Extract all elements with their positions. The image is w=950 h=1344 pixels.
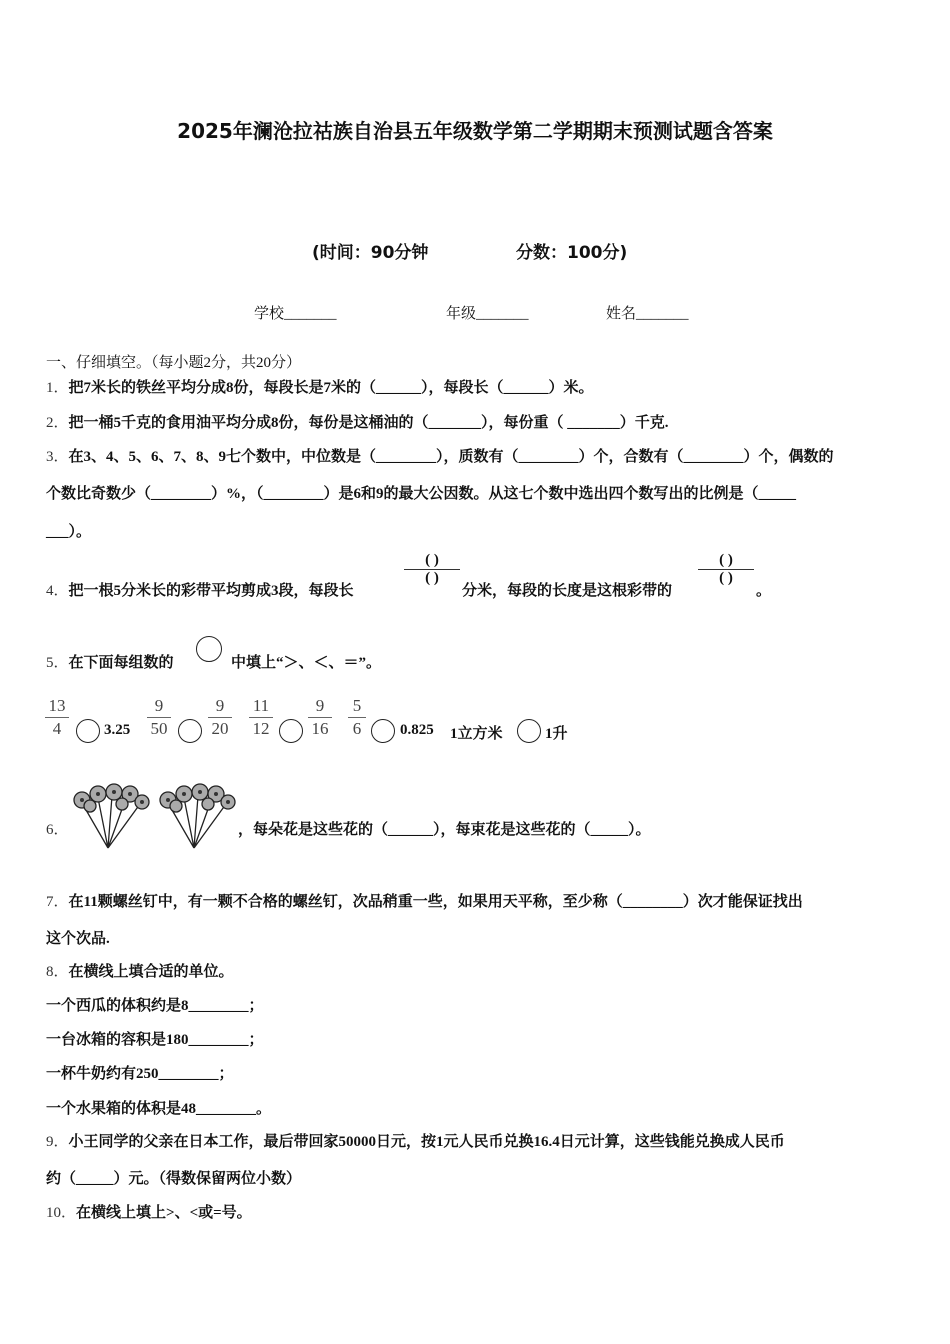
question-number: 5． <box>46 655 69 671</box>
question-10 <box>46 1201 252 1222</box>
question-4 <box>46 579 354 600</box>
question-text: 在11颗螺丝钉中，有一颗不合格的螺丝钉，次品稍重一些，如果用天平称，至少称（________）次才能保证找出 <box>68 894 803 910</box>
question-text: 在3、4、5、6、7、8、9七个数中，中位数是（________），质数有（________）个，合数有（________）个，偶数的 <box>68 449 834 465</box>
name-field: 姓名_______ <box>606 306 689 322</box>
fraction-denominator: ( ) <box>425 570 439 586</box>
blank-fraction <box>698 552 754 587</box>
fraction-denominator: 12 <box>252 719 270 738</box>
fraction-numerator: 11 <box>252 696 270 715</box>
fraction-numerator: 13 <box>48 696 66 715</box>
question-7-line2: 这个次品. <box>46 931 110 947</box>
question-1 <box>46 376 594 397</box>
question-number: 9． <box>46 1134 69 1150</box>
fraction-numerator: 9 <box>215 696 225 715</box>
question-text: 在下面每组数的 <box>68 655 174 671</box>
flower-bouquets-image <box>68 778 238 850</box>
exam-time: (时间：90分钟 <box>312 243 429 263</box>
question-number: 7． <box>46 894 69 910</box>
question-3-line3: ___）。 <box>46 524 92 540</box>
compare-circle[interactable] <box>76 719 100 743</box>
question-8-item: 一个西瓜的体积约是8________； <box>46 998 264 1014</box>
unit-right: 1升 <box>545 726 568 742</box>
question-8-item: 一台冰箱的容积是180________； <box>46 1032 264 1048</box>
question-9-line2: 约（_____）元。（得数保留两位小数） <box>46 1171 302 1187</box>
circle-icon <box>196 636 222 662</box>
question-4-end: 。 <box>756 583 772 599</box>
compare-value: 3.25 <box>104 722 131 738</box>
fraction-denominator: ( ) <box>719 570 733 586</box>
compare-circle[interactable] <box>178 719 202 743</box>
school-field: 学校_______ <box>254 306 337 322</box>
question-number: 3． <box>46 449 69 465</box>
fraction <box>147 696 171 739</box>
fraction-numerator: ( ) <box>719 552 733 568</box>
fraction-numerator: 9 <box>315 696 325 715</box>
fraction <box>208 696 232 739</box>
compare-circle[interactable] <box>279 719 303 743</box>
question-number: 10． <box>46 1205 77 1221</box>
question-8-item: 一个水果箱的体积是48________。 <box>46 1101 272 1117</box>
question-9 <box>46 1130 785 1151</box>
fraction <box>249 696 273 739</box>
question-text: 把一桶5千克的食用油平均分成8份，每份是这桶油的（_______），每份重（ _______）千克. <box>68 415 669 431</box>
question-8 <box>46 960 234 981</box>
page-title: 2025年澜沧拉祜族自治县五年级数学第二学期期末预测试题含答案 <box>177 119 773 143</box>
question-5-end: 中填上“＞、＜、＝”。 <box>231 655 382 671</box>
question-7 <box>46 890 803 911</box>
unit-left: 1立方米 <box>450 726 503 742</box>
fraction-bar <box>147 717 171 718</box>
fraction-bar <box>249 717 273 718</box>
fraction <box>45 696 69 739</box>
fraction-denominator: 4 <box>52 719 62 738</box>
compare-circle[interactable] <box>517 719 541 743</box>
fraction-numerator: 9 <box>154 696 164 715</box>
question-number: 4． <box>46 583 69 599</box>
compare-value: 0.825 <box>400 722 434 738</box>
compare-circle[interactable] <box>371 719 395 743</box>
question-number: 2． <box>46 415 69 431</box>
fraction <box>308 696 332 739</box>
blank-fraction <box>404 552 460 587</box>
fraction-denominator: 16 <box>311 719 329 738</box>
fraction-denominator: 20 <box>211 719 229 738</box>
question-4-middle: 分米，每段的长度是这根彩带的 <box>462 583 673 599</box>
question-text: 把7米长的铁丝平均分成8份，每段长是7米的（______），每段长（______）米。 <box>68 380 594 396</box>
question-8-item: 一杯牛奶约有250________； <box>46 1066 234 1082</box>
question-3-line2: 个数比奇数少（________）%，（________）是6和9的最大公因数。从这七个数中选出四个数写出的比例是（_____ <box>46 486 797 502</box>
question-number: 1． <box>46 380 69 396</box>
section-heading: 一、仔细填空。（每小题2分，共20分） <box>46 355 302 371</box>
question-text: 小王同学的父亲在日本工作，最后带回家50000日元，按1元人民币兑换16.4日元计算，这些钱能兑换成人民币 <box>68 1134 785 1150</box>
fraction-denominator: 6 <box>352 719 362 738</box>
fraction-bar <box>208 717 232 718</box>
question-6-text: ，每朵花是这些花的（______），每束花是这些花的（_____）。 <box>238 822 651 838</box>
fraction-bar <box>308 717 332 718</box>
question-number: 8． <box>46 964 69 980</box>
question-5 <box>46 651 174 672</box>
question-number: 6． <box>46 822 69 838</box>
fraction-bar <box>348 717 366 718</box>
question-6-number <box>46 818 69 839</box>
question-text: 在横线上填上>、<或=号。 <box>76 1205 252 1221</box>
fraction-numerator: 5 <box>352 696 362 715</box>
question-2 <box>46 411 669 432</box>
fraction-numerator: ( ) <box>425 552 439 568</box>
grade-field: 年级_______ <box>446 306 529 322</box>
question-text: 在横线上填合适的单位。 <box>68 964 234 980</box>
question-text: 把一根5分米长的彩带平均剪成3段，每段长 <box>68 583 354 599</box>
exam-score: 分数：100分) <box>516 243 628 263</box>
fraction-denominator: 50 <box>150 719 168 738</box>
fraction <box>348 696 366 739</box>
fraction-bar <box>45 717 69 718</box>
question-3 <box>46 445 834 466</box>
